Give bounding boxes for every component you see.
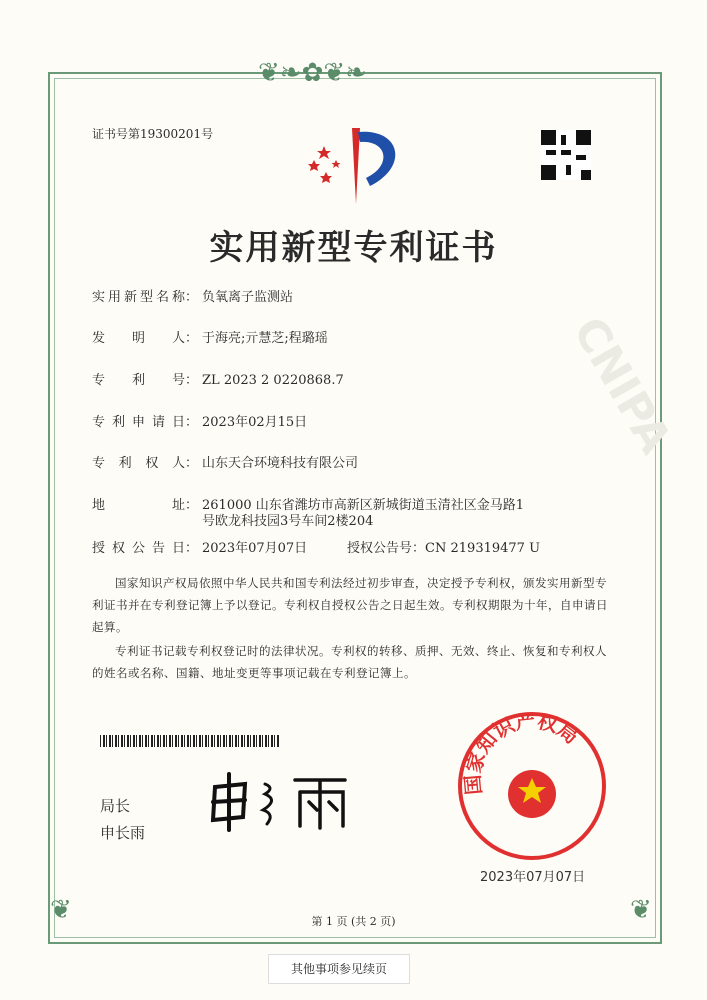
corner-ornament-br: ❦ bbox=[630, 895, 652, 925]
cnipa-logo bbox=[300, 126, 410, 206]
watermark: CNIPA bbox=[562, 308, 681, 463]
signer-title: 局长 bbox=[100, 797, 131, 815]
barcode bbox=[100, 735, 280, 747]
svg-text:国家知识产权局: 国家知识产权局 bbox=[462, 716, 584, 796]
legal-status-statement: 专利证书记载专利权登记时的法律状况。专利权的转移、质押、无效、终止、恢复和专利权人的姓名或名称、国籍、地址变更等事项记载在专利登记簿上。 bbox=[92, 644, 607, 680]
field-name: 实用新型名称 ： 负氧离子监测站 bbox=[92, 290, 294, 305]
page-number: 第 1 页 (共 2 页) bbox=[311, 915, 396, 928]
field-patent-no: 专利号 ： ZL 2023 2 0220868.7 bbox=[92, 373, 344, 388]
field-filing-date: 专利申请日 ： 2023年02月15日 bbox=[92, 415, 308, 430]
top-ornament: ❦❧✿❦❧ bbox=[258, 58, 367, 88]
national-emblem-icon bbox=[462, 716, 602, 856]
seal-date: 2023年07月07日 bbox=[480, 870, 586, 885]
qr-code bbox=[541, 130, 591, 180]
field-inventor: 发明人 ： 于海亮;亓慧芝;程璐瑶 bbox=[92, 331, 328, 346]
signature bbox=[205, 772, 355, 832]
corner-ornament-bl: ❦ bbox=[50, 895, 72, 925]
continued-note: 其他事项参见续页 bbox=[268, 954, 410, 984]
field-address: 地址 ： 261000 山东省潍坊市高新区新城街道玉清社区金马路1 号欧龙科技园3号车间2楼204 bbox=[92, 498, 525, 529]
official-seal bbox=[458, 712, 606, 860]
certificate-number: 证书号第19300201号 bbox=[92, 127, 214, 141]
page-title: 实用新型专利证书 bbox=[209, 228, 498, 268]
grant-statement: 国家知识产权局依照中华人民共和国专利法经过初步审查，决定授予专利权，颁发实用新型专利证书并在专利登记簿上予以登记。专利权自授权公告之日起生效。专利权期限为十年，自申请日起算。 bbox=[92, 576, 608, 634]
signer-name: 申长雨 bbox=[100, 824, 146, 842]
field-patentee: 专利权人 ： 山东天合环境科技有限公司 bbox=[92, 456, 359, 471]
field-grant-date: 授权公告日 ： 2023年07月07日 授权公告号 ： CN 219319477 U bbox=[92, 541, 541, 556]
